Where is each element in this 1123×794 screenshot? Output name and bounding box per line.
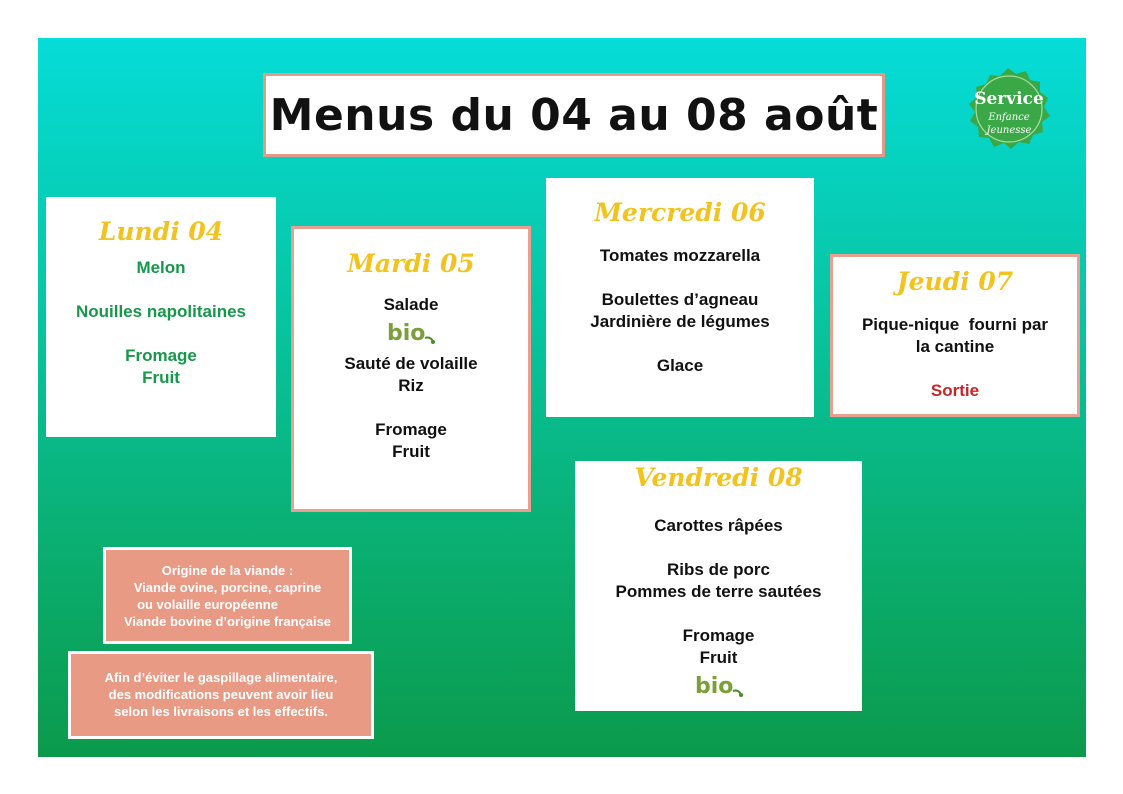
note-line: ou volaille européenne [137,597,278,612]
day-title-tuesday: Mardi 05 [347,249,475,278]
menu-item: Ribs de porc [667,560,770,579]
note-line: Viande bovine d’origine française [123,614,332,629]
note-line: Afin d’éviter le gaspillage alimentaire, [104,670,338,685]
day-title-monday: Lundi 04 [98,217,224,246]
menu-item: Fruit [392,442,430,461]
meat-origin-note [103,547,352,644]
menu-item: Fromage [375,420,447,439]
day-card-thursday [830,254,1080,417]
menu-item: Fromage [125,346,197,365]
day-card-wednesday [546,178,814,417]
service-badge-logo [958,64,1058,154]
day-title-thursday: Jeudi 07 [896,267,1014,296]
bio-logo-icon [385,318,437,344]
day-card-monday [46,197,276,437]
menu-item: la cantine [915,337,995,356]
title-box [263,73,885,157]
menu-item: Carottes râpées [654,516,783,535]
note-line: Viande ovine, porcine, caprine [133,580,322,595]
menu-item: Boulettes d’agneau [601,290,759,309]
menu-item: Salade [383,295,439,314]
day-title-friday: Vendredi 08 [634,463,803,492]
badge-line1: Service [974,89,1044,109]
menu-item: Sauté de volaille [344,354,478,373]
note-line: des modifications peuvent avoir lieu [108,687,334,702]
menu-item: Tomates mozzarella [599,246,761,265]
menu-item: Riz [398,376,424,395]
waste-note [68,651,374,739]
badge-line2: Enfance [988,112,1030,123]
menu-item: Jardinière de légumes [590,312,770,331]
bio-logo-icon [693,671,745,697]
menu-item: Pique-nique fourni par [861,315,1049,334]
badge-line3: Jeunesse [986,125,1032,136]
svg-text:bio: bio [387,321,426,346]
menu-item: Pommes de terre sautées [615,582,822,601]
note-line: selon les livraisons et les effectifs. [114,704,328,719]
note-line: Origine de la viande : [161,563,294,578]
svg-text:bio: bio [694,674,733,699]
menu-item: Nouilles napolitaines [75,302,247,321]
sortie-label: Sortie [930,381,980,400]
day-title-wednesday: Mercredi 06 [594,198,766,227]
day-card-tuesday [291,226,531,512]
page-title: Menus du 04 au 08 août [269,89,879,141]
menu-item: Fruit [142,368,180,387]
menu-item: Melon [136,258,186,277]
menu-item: Fruit [699,648,738,667]
menu-item: Fromage [682,626,755,645]
day-card-friday [575,461,862,711]
menu-item: Glace [656,356,704,375]
